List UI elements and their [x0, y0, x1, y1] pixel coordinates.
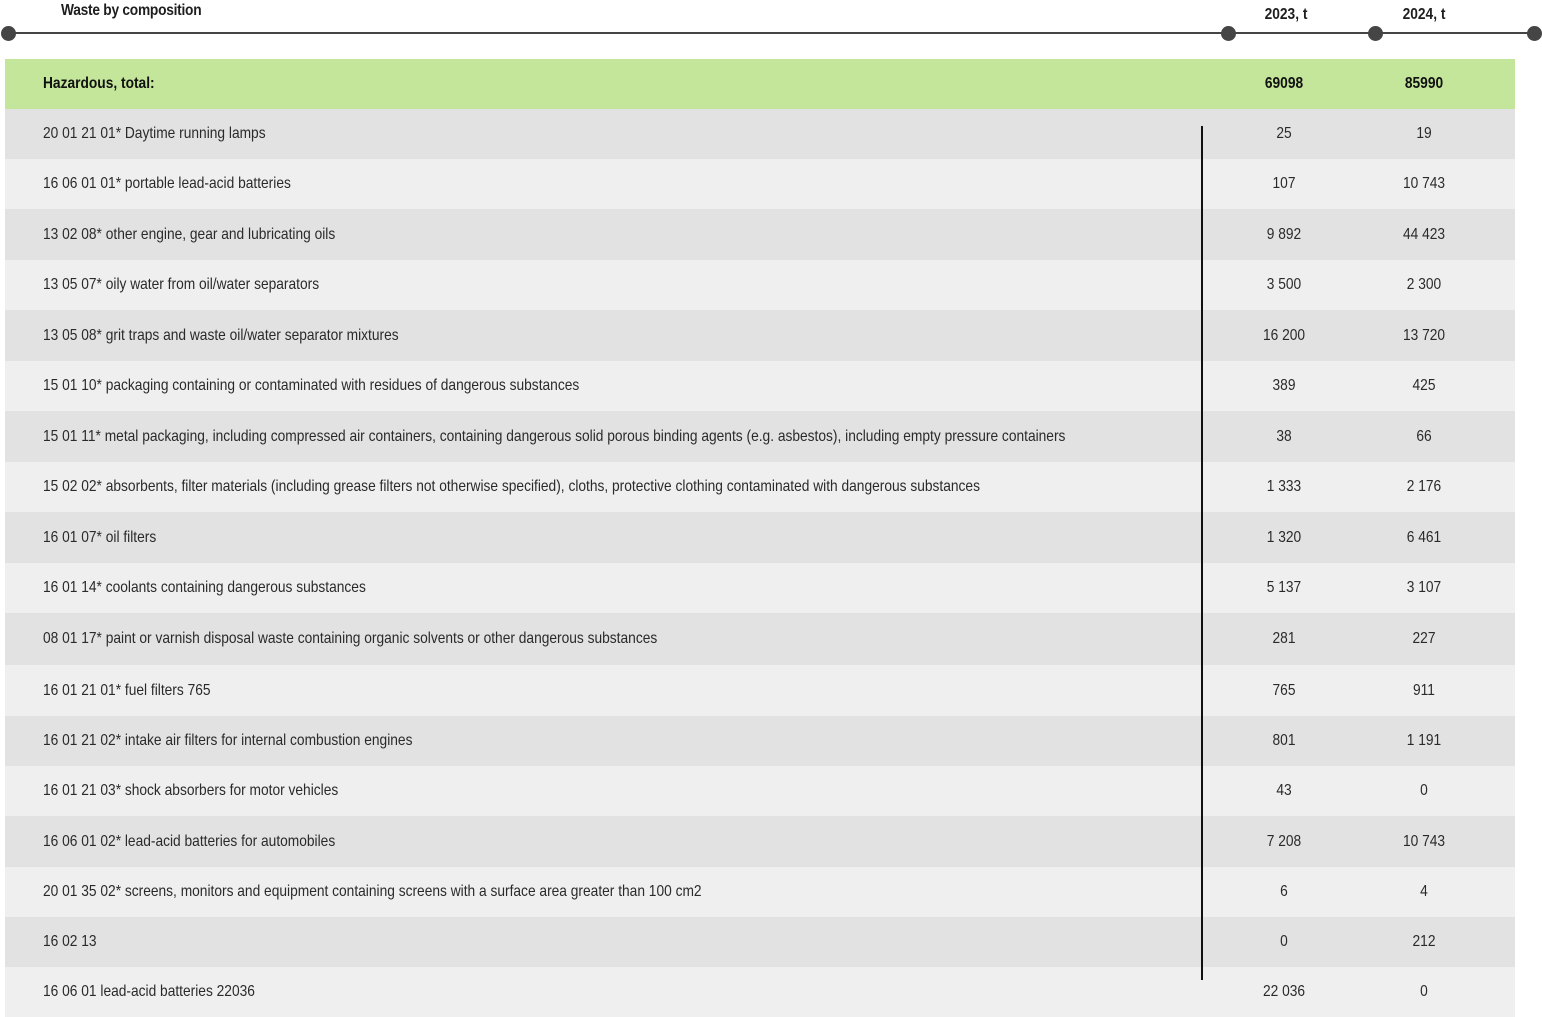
waste-type-label: 20 01 35 02* screens, monitors and equipment containing screens with a surface area greater than 100 cm2: [43, 883, 702, 900]
value-2024: 4: [1420, 883, 1428, 900]
value-2023: 22 036: [1262, 983, 1306, 1000]
value-2024: 212: [1412, 933, 1436, 950]
value-2023: 0: [1280, 933, 1288, 950]
value-2023: 7 208: [1266, 832, 1302, 850]
column-divider: [1201, 126, 1203, 980]
value-2024: 911: [1413, 681, 1435, 699]
value-2024: 425: [1412, 377, 1436, 394]
column-header-2024: 2024, t: [1402, 6, 1446, 23]
table-row: [5, 563, 1515, 613]
waste-type-label: 13 02 08* other engine, gear and lubricating oils: [43, 225, 336, 243]
waste-type-label: 16 01 14* coolants containing dangerous substances: [43, 579, 366, 596]
table-header: [0, 0, 1542, 58]
total-row: [5, 59, 1515, 109]
total-2024: 85990: [1404, 75, 1444, 92]
value-2024: 66: [1416, 427, 1432, 445]
table-row: [5, 361, 1515, 411]
value-2023: 281: [1272, 630, 1296, 647]
value-2023: 5 137: [1266, 579, 1302, 596]
value-2024: 2 300: [1406, 276, 1442, 293]
waste-type-label: 15 02 02* absorbents, filter materials (including grease filters not otherwise specified), cloths, protective clothing contaminated with dangerous substances: [43, 478, 980, 495]
value-2024: 10 743: [1402, 175, 1446, 192]
waste-type-label: 16 01 21 01* fuel filters 765: [43, 681, 211, 699]
waste-type-label: 16 02 13: [43, 933, 97, 950]
table-row: [5, 512, 1515, 563]
waste-type-label: 20 01 21 01* Daytime running lamps: [43, 125, 266, 142]
value-2023: 9 892: [1266, 225, 1302, 243]
value-2024: 10 743: [1402, 832, 1446, 850]
waste-type-label: 13 05 08* grit traps and waste oil/water separator mixtures: [43, 326, 399, 344]
table-row: [5, 816, 1515, 867]
waste-type-label: 15 01 11* metal packaging, including compressed air containers, containing dangerous solid porous binding agents (e.g. asbestos), including empty pressure containers: [43, 427, 1066, 445]
column-header-2023: 2023, t: [1264, 6, 1308, 23]
waste-type-label: 16 06 01 01* portable lead-acid batteries: [43, 175, 291, 192]
value-2024: 44 423: [1402, 225, 1446, 243]
value-2023: 765: [1272, 681, 1296, 699]
table-row: [5, 411, 1515, 462]
timeline-dot-icon: [1368, 26, 1383, 41]
waste-type-label: 16 06 01 lead-acid batteries 22036: [43, 983, 255, 1000]
timeline-dot-icon: [1527, 26, 1542, 41]
value-2023: 1 333: [1266, 478, 1302, 495]
waste-type-label: 15 01 10* packaging containing or contaminated with residues of dangerous substances: [43, 377, 580, 394]
waste-type-label: 16 01 07* oil filters: [43, 528, 157, 546]
timeline-dot-icon: [1, 26, 16, 41]
header-divider-line: [8, 32, 1534, 34]
value-2023: 3 500: [1266, 276, 1302, 293]
table-row: [5, 613, 1515, 665]
table-row: [5, 967, 1515, 1017]
value-2024: 6 461: [1406, 528, 1442, 546]
waste-type-label: 16 01 21 02* intake air filters for internal combustion engines: [43, 732, 413, 749]
table-row: [5, 159, 1515, 209]
table-row: [5, 310, 1515, 361]
waste-type-label: 16 06 01 02* lead-acid batteries for automobiles: [43, 832, 336, 850]
table-row: [5, 462, 1515, 512]
value-2024: 0: [1420, 983, 1428, 1000]
table-row: [5, 917, 1515, 967]
value-2024: 2 176: [1406, 478, 1442, 495]
page-title: Waste by composition: [61, 2, 202, 19]
total-2023: 69098: [1264, 75, 1304, 92]
waste-type-label: 08 01 17* paint or varnish disposal waste containing organic solvents or other dangerous substances: [43, 630, 658, 647]
timeline-dot-icon: [1221, 26, 1236, 41]
value-2023: 107: [1272, 175, 1296, 192]
value-2024: 3 107: [1406, 579, 1442, 596]
table-row: [5, 665, 1515, 716]
waste-type-label: 16 01 21 03* shock absorbers for motor vehicles: [43, 782, 339, 799]
value-2023: 801: [1272, 732, 1296, 749]
waste-type-label: 13 05 07* oily water from oil/water separators: [43, 276, 320, 293]
total-label: Hazardous, total:: [43, 75, 155, 92]
value-2023: 16 200: [1262, 326, 1306, 344]
value-2023: 389: [1272, 377, 1296, 394]
waste-table: [5, 59, 1515, 1017]
value-2023: 43: [1276, 782, 1292, 799]
value-2024: 1 191: [1406, 732, 1442, 749]
table-row: [5, 716, 1515, 766]
value-2023: 25: [1276, 125, 1292, 142]
value-2024: 13 720: [1402, 326, 1446, 344]
value-2023: 6: [1280, 883, 1288, 900]
table-row: [5, 209, 1515, 260]
value-2024: 227: [1412, 630, 1436, 647]
value-2023: 38: [1276, 427, 1292, 445]
value-2024: 19: [1416, 125, 1432, 142]
value-2024: 0: [1420, 782, 1428, 799]
value-2023: 1 320: [1266, 528, 1302, 546]
table-row: [5, 766, 1515, 816]
table-row: [5, 867, 1515, 917]
table-row: [5, 109, 1515, 159]
table-row: [5, 260, 1515, 310]
